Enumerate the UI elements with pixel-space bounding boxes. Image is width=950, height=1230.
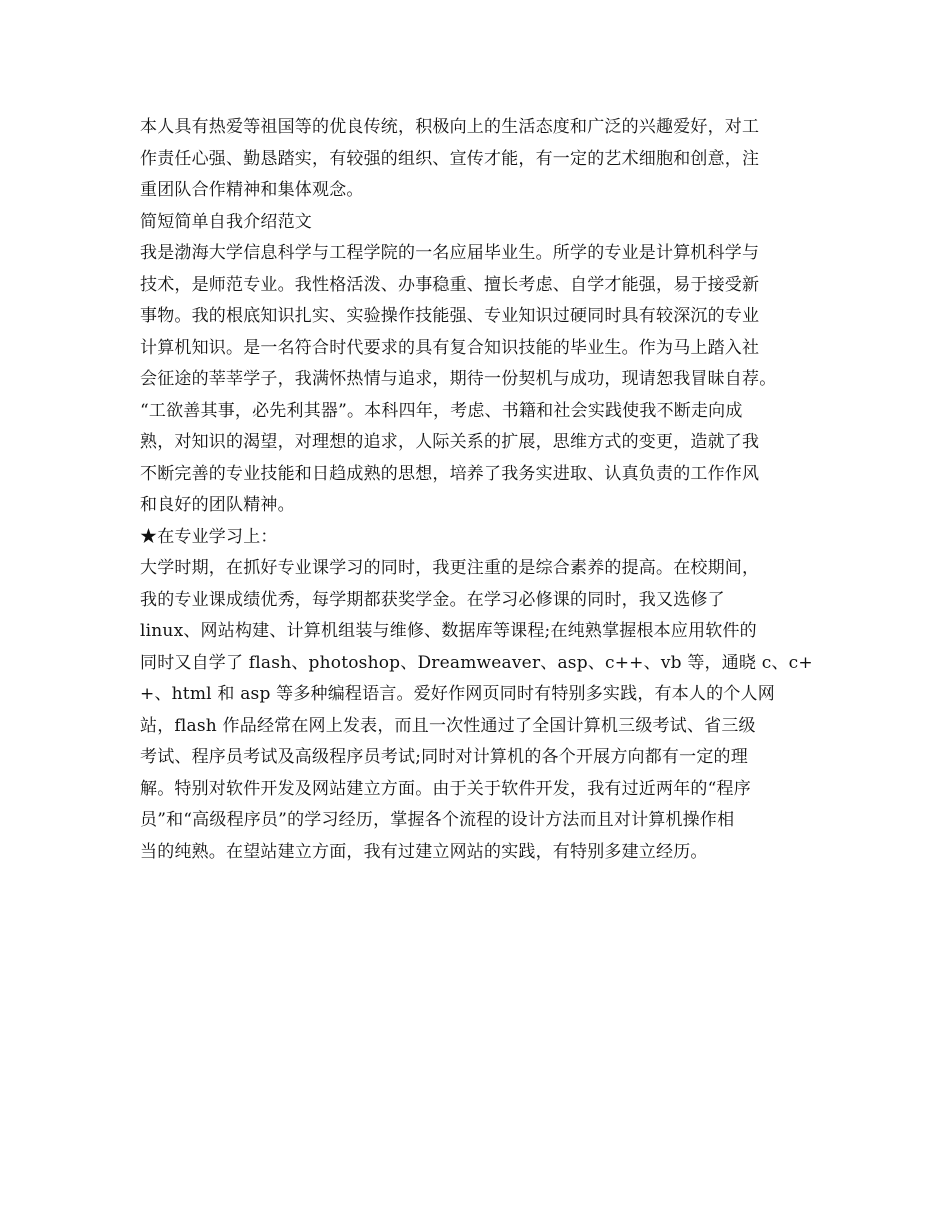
paragraph-2-line: 事物。我的根底知识扎实、实验操作技能强、专业知识过硬同时具有较深沉的专业 [140,306,760,326]
paragraph-2-line: 我是渤海大学信息科学与工程学院的一名应届毕业生。所学的专业是计算机科学与 [140,243,760,263]
paragraph-2-line: 会征途的莘莘学子，我满怀热情与追求，期待一份契机与成功，现请恕我冒昧自荐。 [140,369,777,389]
paragraph-3-line: 大学时期，在抓好专业课学习的同时，我更注重的是综合素养的提高。在校期间， [140,558,760,578]
section-heading-intro: 简短简单自我介绍范文 [140,211,312,232]
paragraph-3-line: 员”和“高级程序员”的学习经历，掌握各个流程的设计方法而且对计算机操作相 [140,810,735,830]
paragraph-1-line: 作责任心强、勤恳踏实，有较强的组织、宣传才能，有一定的艺术细胞和创意，注 [140,148,760,169]
paragraph-3-line: linux、网站构建、计算机组装与维修、数据库等课程;在纯熟掌握根本应用软件的 [140,621,757,641]
paragraph-3-line: 当的纯熟。在望站建立方面，我有过建立网站的实践，有特别多建立经历。 [140,841,708,862]
paragraph-1-line: 重团队合作精神和集体观念。 [140,180,364,200]
paragraph-3-line: 站，flash 作品经常在网上发表，而且一次性通过了全国计算机三级考试、省三级 [140,715,756,736]
paragraph-3-line: +、html 和 asp 等多种编程语言。爱好作网页同时有特别多实践，有本人的个人网 [140,684,775,704]
paragraph-2-line: 技术，是师范专业。我性格活泼、办事稳重、擅长考虑、自学才能强，易于接受新 [140,274,760,295]
section-heading-study: ★在专业学习上： [140,526,278,547]
paragraph-3-line: 我的专业课成绩优秀，每学期都获奖学金。在学习必修课的同时，我又选修了 [140,589,725,610]
paragraph-2-line: 熟，对知识的渴望，对理想的追求，人际关系的扩展，思维方式的变更，造就了我 [140,432,760,452]
paragraph-3-line: 同时又自学了 flash、photoshop、Dreamweaver、asp、c++、vb 等，通晓 c、c+ [140,652,813,673]
paragraph-2-line: 计算机知识。是一名符合时代要求的具有复合知识技能的毕业生。作为马上踏入社 [140,337,760,358]
paragraph-3-line: 考试、程序员考试及高级程序员考试;同时对计算机的各个开展方向都有一定的理 [140,747,748,767]
paragraph-2-line: 不断完善的专业技能和日趋成熟的思想，培养了我务实进取、认真负责的工作作风 [140,463,760,484]
paragraph-1-line: 本人具有热爱等祖国等的优良传统，积极向上的生活态度和广泛的兴趣爱好，对工 [140,117,760,137]
document-body [140,112,820,868]
paragraph-2-line: “工欲善其事，必先利其器”。本科四年，考虑、书籍和社会实践使我不断走向成 [140,400,743,421]
paragraph-3-line: 解。特别对软件开发及网站建立方面。由于关于软件开发，我有过近两年的“程序 [140,778,751,799]
paragraph-2-line: 和良好的团队精神。 [140,495,295,515]
